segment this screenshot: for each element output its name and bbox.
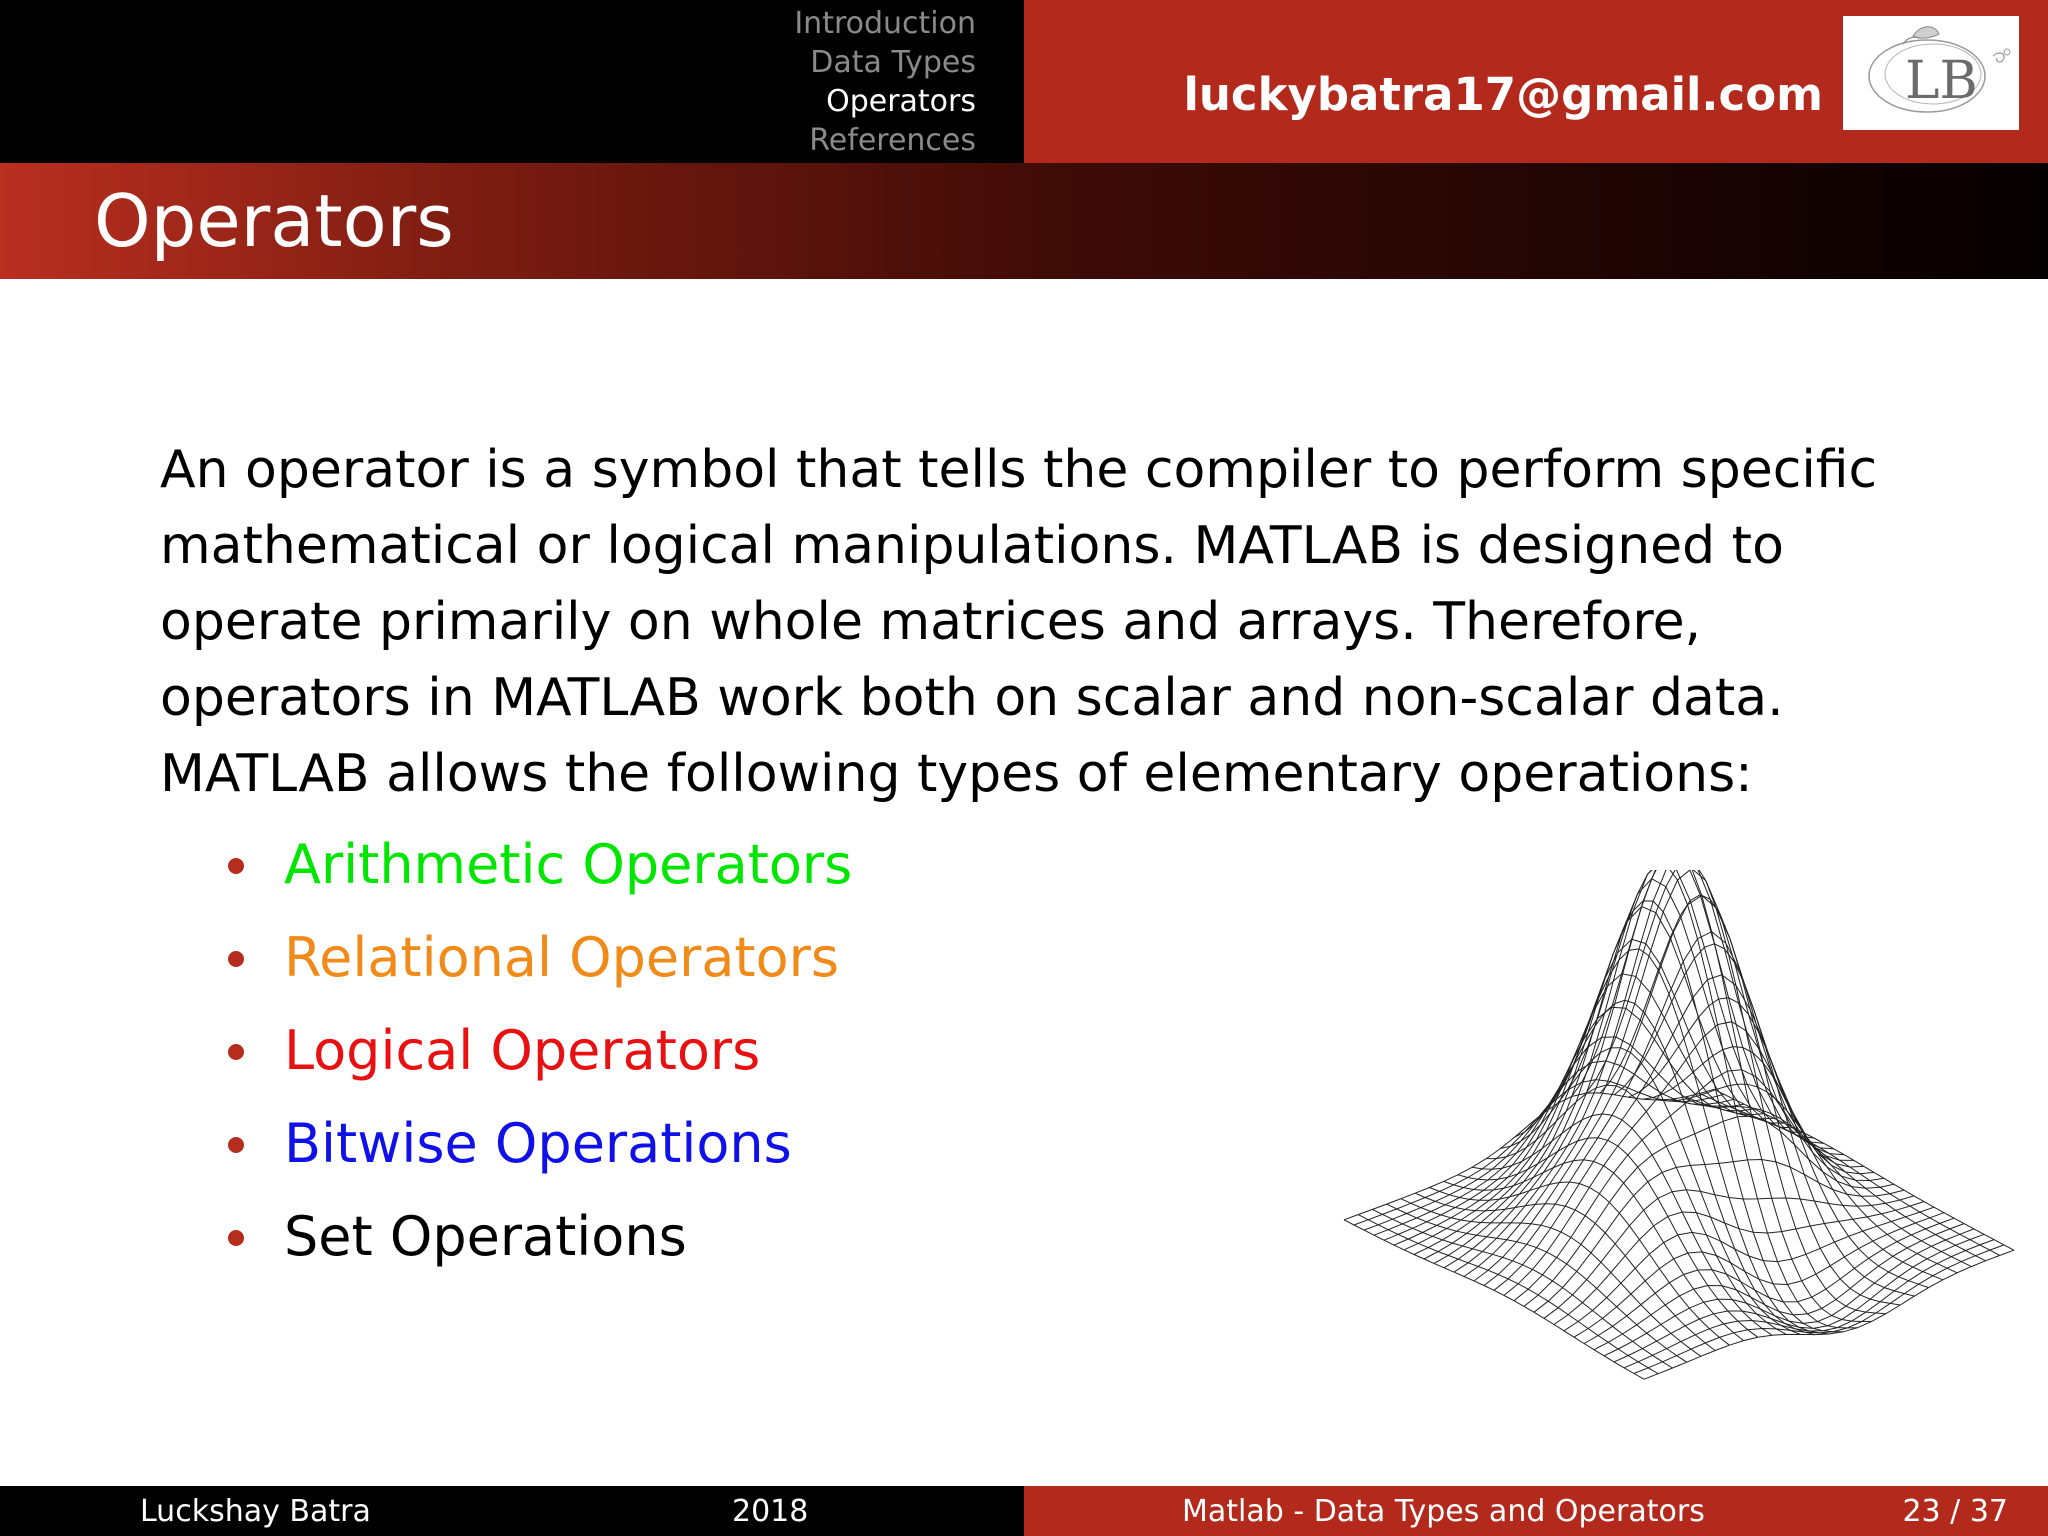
- footer-author: Luckshay Batra: [140, 1494, 371, 1529]
- list-item-relational: [220, 923, 852, 1016]
- nav-introduction[interactable]: Introduction: [794, 6, 976, 41]
- mesh-line: [1643, 1047, 1943, 1280]
- author-email: luckybatra17@gmail.com: [1183, 68, 1823, 121]
- bullet-icon: [228, 1230, 244, 1246]
- mesh-line: [1700, 1094, 2000, 1256]
- operator-list: [220, 830, 852, 1295]
- mesh-line: [1714, 1089, 2014, 1250]
- mesh-line: [1554, 1202, 1924, 1325]
- mesh-line: [1401, 1199, 1701, 1357]
- title-bar: [0, 163, 2048, 279]
- footer-deck-title: Matlab - Data Types and Operators: [1182, 1494, 1705, 1529]
- section-navigation: [0, 4, 1024, 160]
- mesh-line: [1586, 870, 1886, 1314]
- mesh-line: [1474, 895, 1844, 1281]
- list-item-label: Arithmetic Operators: [284, 833, 853, 896]
- list-item-arithmetic: [220, 830, 852, 923]
- matlab-peaks-surface-illustration: [1330, 870, 2030, 1410]
- bullet-icon: [228, 858, 244, 874]
- mesh-line: [1384, 1007, 1754, 1240]
- list-item-logical: [220, 1016, 852, 1109]
- header-nav-panel: [0, 0, 1024, 163]
- footer-left: [0, 1486, 1024, 1536]
- list-item-label: Bitwise Operations: [284, 1112, 792, 1175]
- mesh-line: [1624, 1240, 1994, 1368]
- list-item-label: Set Operations: [284, 1205, 687, 1268]
- mesh-line: [1604, 1229, 1974, 1356]
- surface-mesh: [1344, 870, 2014, 1379]
- bullet-icon: [228, 1137, 244, 1153]
- nav-data-types[interactable]: Data Types: [810, 45, 976, 80]
- list-item-bitwise: [220, 1109, 852, 1202]
- mesh-line: [1415, 1193, 1715, 1350]
- footer-year: 2018: [732, 1494, 809, 1529]
- mesh-line: [1344, 1220, 1644, 1379]
- bullet-icon: [228, 1044, 244, 1060]
- mesh-line: [1657, 1084, 1957, 1273]
- nav-references[interactable]: References: [809, 123, 976, 158]
- mesh-line: [1404, 939, 1774, 1250]
- intro-paragraph: An operator is a symbol that tells the compiler to perform specific mathematical or logical manipulations. MATLAB is designed to operate primarily on whole matrices and arrays. Therefore, operators in MATLAB work both on scalar and non-scalar data. MATLAB allows the following types of elementary operations:: [160, 440, 1878, 804]
- mesh-line: [1614, 1234, 1984, 1362]
- nav-operators[interactable]: Operators: [826, 84, 976, 119]
- mesh-line: [1524, 1116, 1894, 1306]
- footer-right: [1024, 1486, 2048, 1536]
- logo-monogram: LB: [1905, 51, 1978, 111]
- mesh-line: [1494, 975, 1864, 1291]
- lb-logo: [1843, 16, 2019, 130]
- list-item-set: [220, 1202, 852, 1295]
- bullet-icon: [228, 951, 244, 967]
- slide-title: Operators: [94, 179, 454, 263]
- mesh-line: [1543, 901, 1843, 1332]
- list-item-label: Relational Operators: [284, 926, 839, 989]
- list-item-label: Logical Operators: [284, 1019, 761, 1082]
- footer-page-number: 23 / 37: [1902, 1494, 2008, 1529]
